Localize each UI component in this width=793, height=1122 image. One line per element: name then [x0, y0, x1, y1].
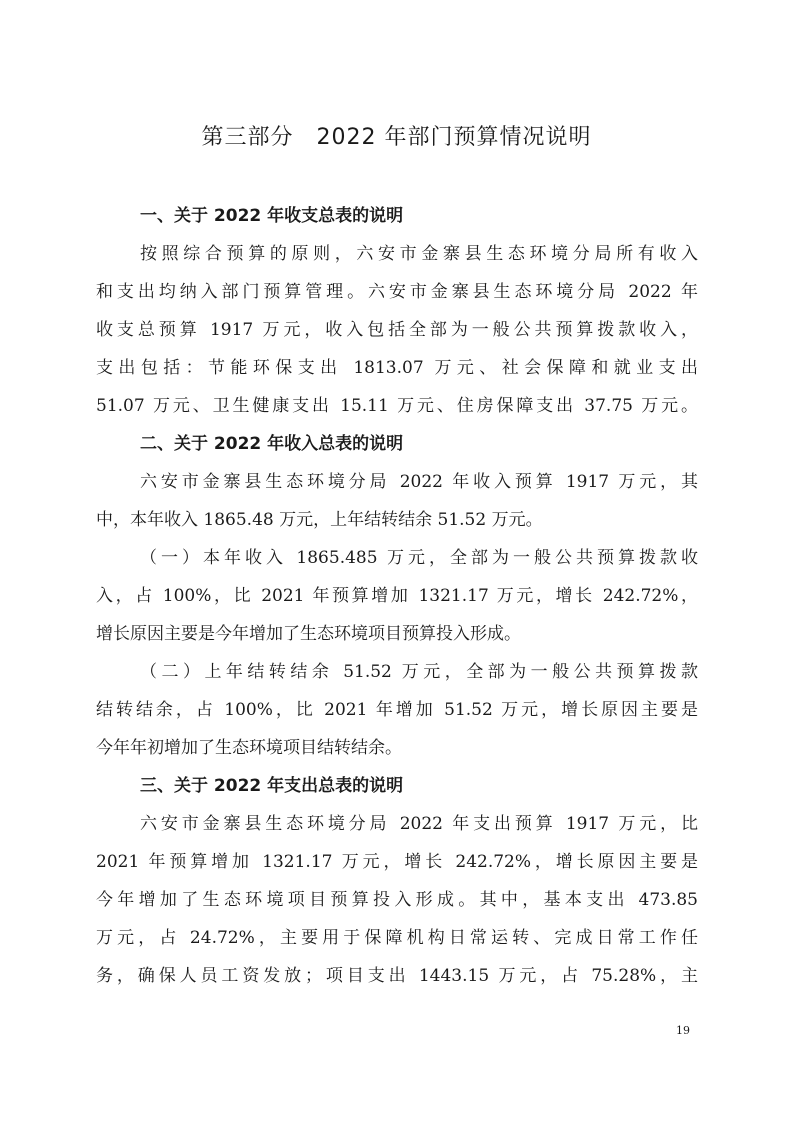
paragraph-line: （一）本年收入 1865.485 万元，全部为一般公共预算拨款收 — [140, 548, 698, 568]
page-title: 第三部分 2022 年部门预算情况说明 — [201, 125, 592, 150]
section-heading-1: 一、关于 2022 年收支总表的说明 — [140, 206, 404, 226]
paragraph-line: 今年增加了生态环境项目预算投入形成。其中，基本支出 473.85 — [96, 890, 698, 910]
paragraph-line: 六安市金寨县生态环境分局 2022 年支出预算 1917 万元，比 — [140, 814, 698, 834]
paragraph-line: 六安市金寨县生态环境分局 2022 年收入预算 1917 万元，其 — [140, 472, 698, 492]
section-heading-3: 三、关于 2022 年支出总表的说明 — [140, 776, 404, 796]
paragraph-line: 收支总预算 1917 万元，收入包括全部为一般公共预算拨款收入， — [96, 320, 698, 340]
paragraph-line: 按照综合预算的原则，六安市金寨县生态环境分局所有收入 — [140, 244, 698, 264]
paragraph-line: 万元，占 24.72%，主要用于保障机构日常运转、完成日常工作任 — [96, 928, 698, 948]
paragraph-line: 2021 年预算增加 1321.17 万元，增长 242.72%，增长原因主要是 — [96, 852, 698, 872]
paragraph-line: 务，确保人员工资发放；项目支出 1443.15 万元，占 75.28%，主 — [96, 966, 698, 986]
paragraph-line: 今年年初增加了生态环境项目结转结余。 — [96, 738, 402, 758]
paragraph-line: 中，本年收入 1865.48 万元，上年结转结余 51.52 万元。 — [96, 510, 543, 530]
paragraph-line: 和支出均纳入部门预算管理。六安市金寨县生态环境分局 2022 年 — [96, 282, 698, 302]
paragraph-line: 增长原因主要是今年增加了生态环境项目预算投入形成。 — [96, 624, 521, 644]
section-heading-2: 二、关于 2022 年收入总表的说明 — [140, 434, 404, 454]
paragraph-line: 支出包括：节能环保支出 1813.07 万元、社会保障和就业支出 — [96, 358, 698, 378]
paragraph-line: 入，占 100%，比 2021 年预算增加 1321.17 万元，增长 242.72%， — [96, 586, 698, 606]
paragraph-line: 结转结余，占 100%，比 2021 年增加 51.52 万元，增长原因主要是 — [96, 700, 698, 720]
paragraph-line: 51.07 万元、卫生健康支出 15.11 万元、住房保障支出 37.75 万元。 — [96, 396, 698, 416]
page-number: 19 — [676, 1024, 690, 1037]
paragraph-line: （二）上年结转结余 51.52 万元，全部为一般公共预算拨款 — [140, 662, 698, 682]
